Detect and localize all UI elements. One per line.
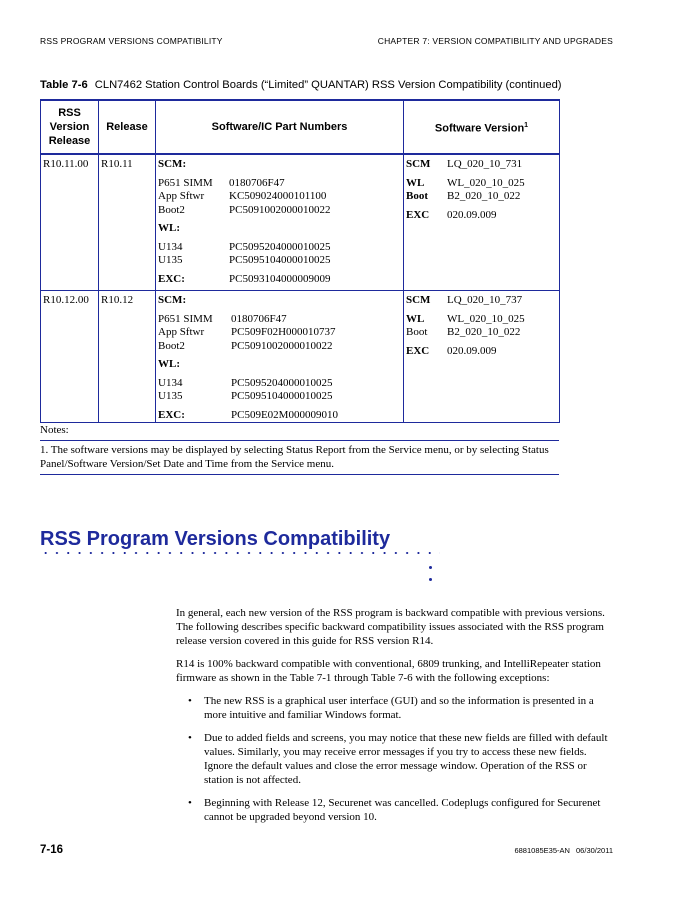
part-number: PC5091002000010022 (229, 203, 331, 216)
sw-value: 020.09.009 (447, 344, 497, 357)
compatibility-table (40, 99, 560, 423)
table-caption-label: Table 7-6 (40, 79, 88, 91)
table-caption-text: CLN7462 Station Control Boards (“Limited” QUANTAR) RSS Version Compatibility (continued) (94, 79, 562, 91)
list-item (176, 796, 616, 824)
part-number: PC5095104000010025 (229, 254, 331, 266)
table-notes (40, 423, 559, 475)
list-item (176, 731, 616, 787)
part-name: Boot2 (158, 203, 185, 216)
sw-label: Boot (406, 326, 428, 338)
cell-part-numbers (156, 154, 404, 291)
part-name: U134 (158, 376, 183, 389)
header-rss-version-release: RSS Version Release (41, 100, 99, 154)
scm-label: SCM: (158, 294, 187, 306)
sw-label: EXC (406, 344, 430, 357)
bullet-icon: • (188, 732, 192, 744)
dotted-rule-dot (429, 578, 432, 581)
part-name: U135 (158, 390, 183, 402)
part-number: PC509E02M000009010 (231, 408, 338, 421)
sw-label: SCM (406, 158, 431, 170)
part-name: Boot2 (158, 339, 185, 352)
part-name: P651 SIMM (158, 176, 213, 189)
sw-value: B2_020_10_022 (447, 326, 521, 338)
sw-label: WL (406, 176, 425, 189)
table-caption (40, 79, 562, 91)
list-item-text: Due to added fields and screens, you may notice that these new fields are filled with default values. Similarly, you may receive error messages if you try to access these new fields. Ignore the default values and close the error message window. Operation of the RSS or station is not affected. (204, 732, 608, 786)
part-name: App Sftwr (158, 326, 205, 338)
bullet-icon: • (188, 695, 192, 707)
header-software-version-label: Software Version (434, 122, 525, 135)
wl-label: WL: (158, 222, 180, 234)
part-name: App Sftwr (158, 190, 205, 202)
part-number: KC509024000101100 (229, 190, 327, 202)
part-number: PC5095104000010025 (231, 390, 333, 402)
sw-label: EXC (406, 208, 430, 221)
sw-value: LQ_020_10_731 (447, 158, 523, 170)
scm-label: SCM: (158, 158, 187, 170)
sw-label: Boot (406, 190, 428, 202)
cell-software-version (404, 291, 560, 423)
paragraph: In general, each new version of the RSS program is backward compatible with previous versions. The following describes specific backward compatibility issues associated with the RSS program release version covered in this guide for RSS version R14. (176, 607, 605, 647)
exceptions-list (176, 694, 616, 824)
part-name: P651 SIMM (158, 312, 213, 325)
table-row (41, 291, 560, 423)
part-number: PC5091002000010022 (231, 339, 333, 352)
part-number: PC5095204000010025 (231, 376, 333, 389)
dotted-rule-dot (429, 566, 432, 569)
cell-rss-version: R10.12.00 (41, 291, 99, 423)
sw-value: 020.09.009 (447, 208, 497, 221)
sw-value: LQ_020_10_737 (447, 294, 523, 306)
section-title: RSS Program Versions Compatibility (40, 528, 391, 550)
cell-software-version (404, 154, 560, 291)
sw-value: WL_020_10_025 (447, 312, 525, 325)
exc-label: EXC: (158, 408, 185, 421)
part-number: 0180706F47 (231, 312, 287, 325)
header-release: Release (99, 100, 156, 154)
part-name: U134 (158, 240, 183, 253)
dotted-rule (40, 550, 440, 556)
footnote-marker: 1 (524, 121, 529, 129)
sw-label: SCM (406, 294, 431, 306)
list-item-text: Beginning with Release 12, Securenet was cancelled. Codeplugs configured for Securenet cannot be upgraded beyond version 10. (204, 797, 601, 823)
section-body (176, 606, 616, 833)
header-software-ic-part-numbers: Software/IC Part Numbers (156, 100, 404, 154)
table-header-row (41, 100, 560, 154)
part-number: PC5095204000010025 (229, 240, 331, 253)
cell-part-numbers (156, 291, 404, 423)
page-number: 7-16 (40, 844, 64, 856)
cell-release: R10.12 (99, 291, 156, 423)
running-header-left: RSS PROGRAM VERSIONS COMPATIBILITY (40, 36, 223, 46)
note-1: 1. The software versions may be displayed by selecting Status Report from the Service menu, or by selecting Status Panel/Software Version/Set Date and Time from the Service menu. (40, 444, 549, 470)
exc-label: EXC: (158, 272, 185, 285)
part-number: PC5093104000009009 (229, 272, 331, 285)
part-name: U135 (158, 254, 183, 266)
table-row (41, 154, 560, 291)
sw-value: WL_020_10_025 (447, 176, 525, 189)
notes-label: Notes: (40, 423, 559, 441)
wl-label: WL: (158, 358, 180, 370)
list-item (176, 694, 616, 722)
cell-rss-version: R10.11.00 (41, 154, 99, 291)
list-item-text: The new RSS is a graphical user interface (GUI) and so the information is presented in a more intuitive and familiar Windows format. (204, 695, 594, 721)
cell-release: R10.11 (99, 154, 156, 291)
running-header-right: CHAPTER 7: VERSION COMPATIBILITY AND UPGRADES (377, 36, 613, 46)
header-software-version (404, 100, 560, 154)
document-id: 6881085E35-AN 06/30/2011 (514, 846, 613, 855)
sw-label: WL (406, 312, 425, 325)
part-number: 0180706F47 (229, 176, 285, 189)
part-number: PC509F02H000010737 (231, 326, 336, 338)
sw-value: B2_020_10_022 (447, 190, 521, 202)
bullet-icon: • (188, 797, 192, 809)
paragraph: R14 is 100% backward compatible with conventional, 6809 trunking, and IntelliRepeater station firmware as shown in the Table 7-1 through Table 7-6 with the following exceptions: (176, 658, 601, 684)
